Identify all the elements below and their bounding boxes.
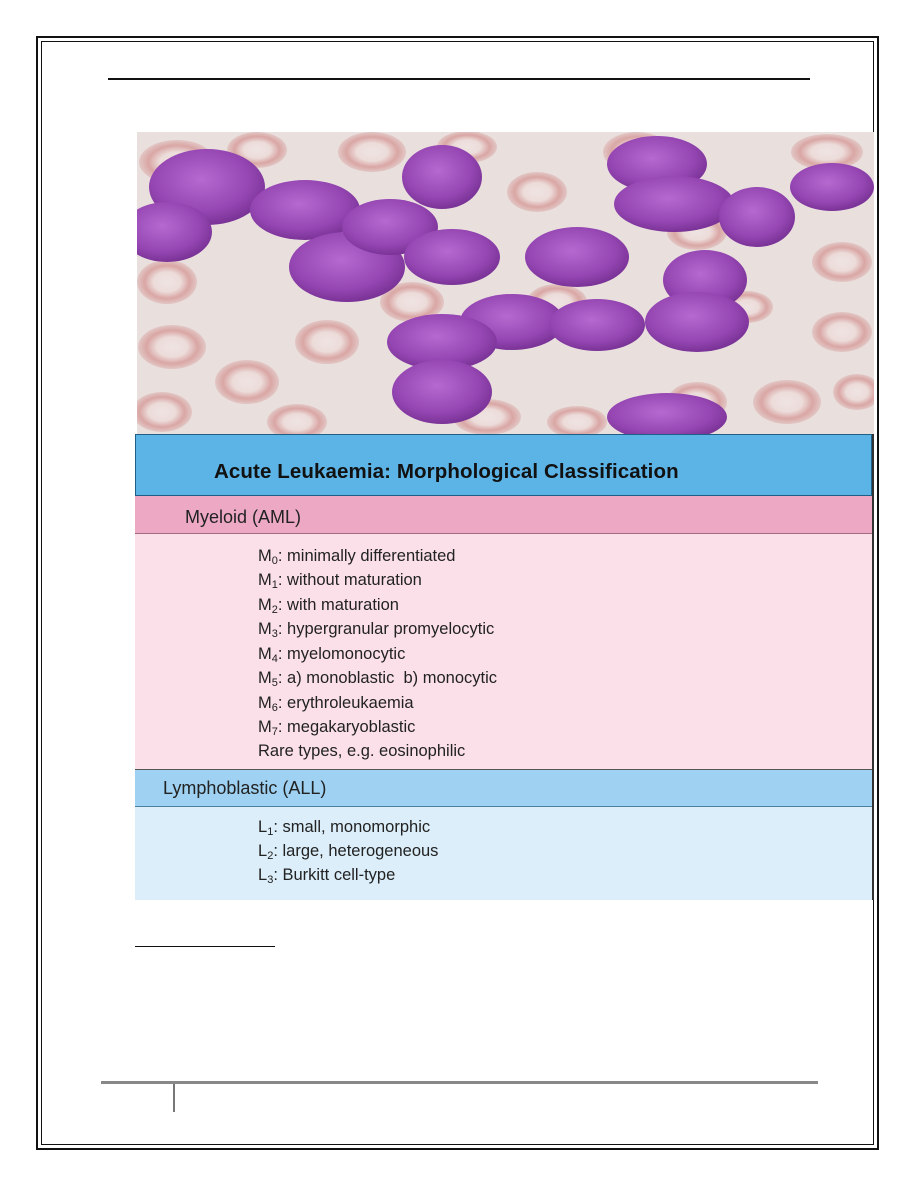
myeloid-heading: Myeloid (AML) (185, 507, 302, 527)
myeloid-rare-types: Rare types, e.g. eosinophilic (258, 742, 466, 760)
classification-table (135, 434, 874, 900)
myeloid-row: $M_2$: with maturation (258, 596, 399, 616)
blood-smear-image (137, 132, 874, 435)
footer-rule (101, 1081, 818, 1084)
myeloid-row: $M_4$: myelomonocytic (258, 645, 406, 665)
lymphoblastic-section-body (135, 807, 872, 900)
footnote-rule (135, 946, 275, 947)
lymphoblastic-row: $L_2$: large, heterogeneous (258, 842, 439, 862)
myeloid-row: $M_1$: without maturation (258, 571, 422, 591)
myeloid-row: $M_3$: hypergranular promyelocytic (258, 620, 495, 640)
lymphoblastic-row: $L_3$: Burkitt cell-type (258, 866, 396, 886)
footer-page-divider (173, 1084, 175, 1112)
lymphoblastic-section-header (135, 770, 872, 807)
myeloid-row: $M_7$: megakaryoblastic (258, 718, 416, 738)
table-title-band (135, 434, 872, 496)
myeloid-row: $M_5$: a) monoblastic b) monocytic (258, 669, 498, 689)
blood-smear-illustration (137, 132, 874, 435)
table-title: Acute Leukaemia: Morphological Classification (214, 460, 679, 483)
header-rule (108, 78, 810, 80)
myeloid-section-body (135, 534, 872, 770)
myeloid-row: $M_6$: erythroleukaemia (258, 694, 414, 714)
lymphoblastic-row: $L_1$: small, monomorphic (258, 818, 431, 838)
myeloid-section-header (135, 496, 872, 534)
table-right-edge (872, 434, 874, 900)
lymphoblastic-heading: Lymphoblastic (ALL) (163, 778, 327, 798)
myeloid-row: $M_0$: minimally differentiated (258, 547, 456, 567)
